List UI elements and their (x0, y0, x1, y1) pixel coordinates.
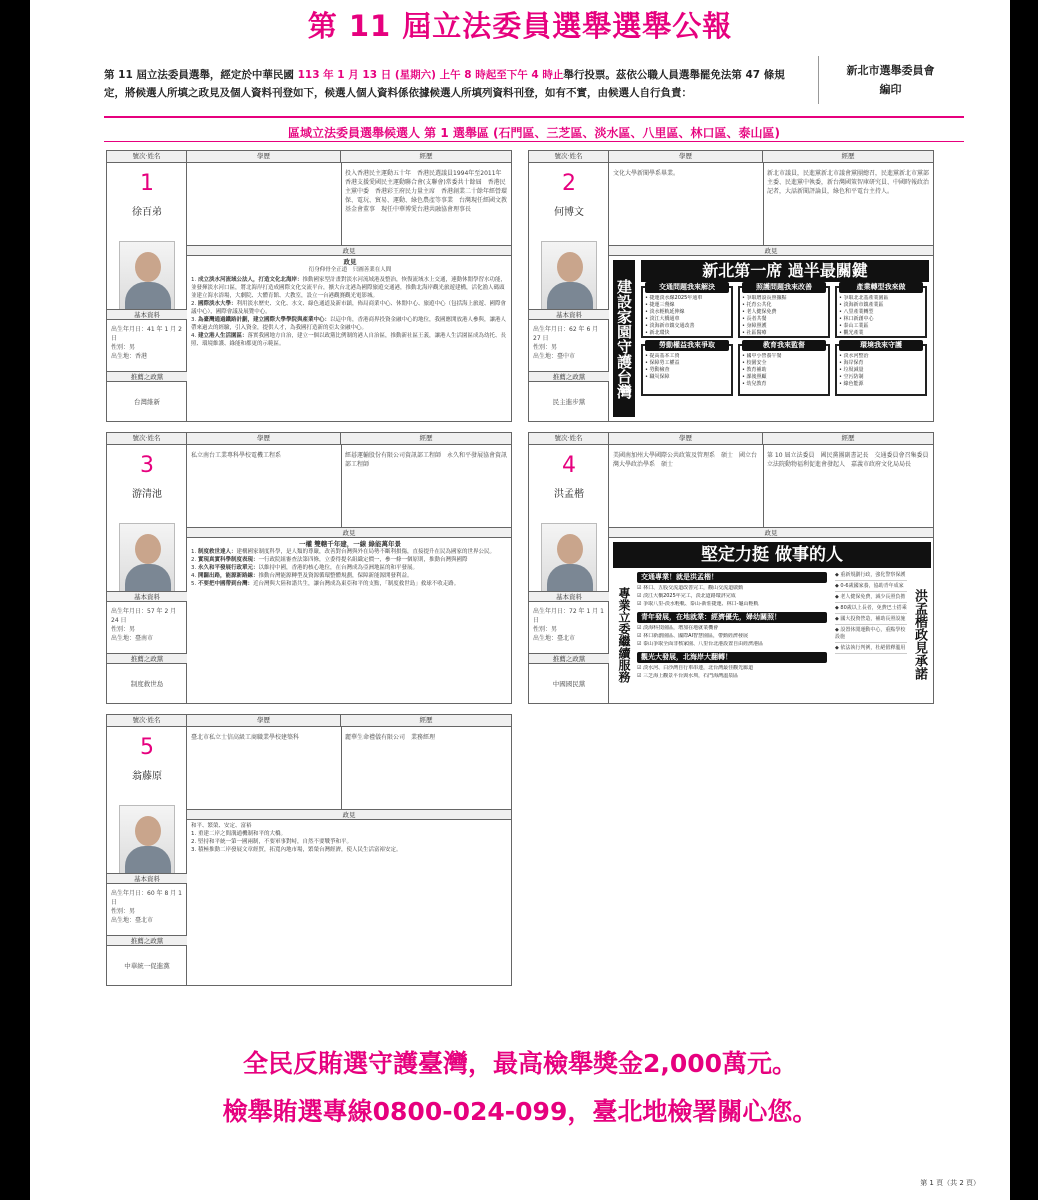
policy-line: 2. 堅持和平統一第一國兩制，不要軍事對峙，自然不要戰爭和平。 (191, 839, 352, 845)
policy-text (191, 822, 509, 983)
policy-item (191, 572, 509, 580)
header-education: 學歷 (609, 433, 763, 445)
candidate-name: 徐百弟 (132, 207, 162, 218)
experience-text: 新北市議員，民進黨新北市議會黨團總召，民進黨新北市黨部主委、民進黨中執委，新台灣國策智庫研究員、中國時報政治記者，大話新聞評論員，綠色和平電台主持人。 (767, 170, 930, 195)
basic-info-line: 出生年月日：72 年 1 月 1 日 (533, 608, 604, 624)
policy-right-item: ◆ 80歲以上長者，免費巴士搭乘 (835, 605, 907, 614)
label-basic-info: 基本資料 (107, 309, 187, 320)
header-education: 學歷 (609, 151, 763, 163)
policy-box-item: • 勞動檢查 (645, 367, 670, 373)
basic-info-line: 出生年月日：57 年 2 月 24 日 (111, 608, 177, 624)
policy-item-head: 建立港人生活園區： (198, 333, 248, 339)
policy-item (191, 332, 509, 348)
policy-line: 3. 積極推動二岸發展文章經貿，拓寬內地市場，繁榮台灣經濟，使人民生活富裕安定。 (191, 847, 402, 853)
policy-box-item: • 淡海新市鎮產業區 (839, 302, 884, 308)
policy-box-item: • 長者共餐 (742, 316, 767, 322)
column-divider (763, 445, 764, 527)
policy-box-item: • 教育補助 (742, 367, 767, 373)
policy-side-slogan: 建設家園守護台灣 (613, 260, 635, 417)
policy-box-item: • 課後照顧 (742, 374, 767, 380)
policy-text (191, 258, 509, 419)
basic-info-line: 出生地：臺中市 (533, 353, 576, 360)
policy-group-title: 青年發展，在地就業：經濟優先，婦幼關照！ (637, 612, 827, 623)
candidate-card (528, 150, 934, 422)
party-name: 民主進步黨 (552, 398, 586, 406)
policy-box-item: • 泰山工業區 (839, 323, 869, 329)
policy-box-list (839, 353, 923, 393)
candidate-number: 1 (140, 171, 154, 196)
policy-group-item: ☑ 淡江大橋2025年完工，淡北道路環評完成 (637, 593, 736, 599)
policy-box-item: • 淡海新市鎮交通改善 (645, 323, 695, 329)
photo-body (125, 846, 171, 875)
policy-item (191, 276, 509, 300)
header-education: 學歷 (187, 433, 341, 445)
policy-line: 1. 重建二岸之間溝通機制和平的大橋。 (191, 831, 286, 837)
policy-item-head: 不要把中國帶到台灣： (198, 581, 254, 587)
label-basic-info: 基本資料 (529, 591, 609, 602)
issuer-name: 新北市選舉委員會 (846, 64, 935, 77)
basic-info-line: 出生地：臺南市 (111, 635, 154, 642)
policy-group-item: ☑ 林口新創園區、國際AI智慧園區，帶動經濟發展 (637, 633, 748, 639)
basic-info-line: 性別：男 (111, 908, 136, 915)
policy-banner: 堅定力挺 做事的人 (613, 542, 931, 568)
policy-item-head: 永久和平發展行政單元： (198, 565, 259, 571)
policy-box-title: 環境我來守護 (839, 340, 923, 351)
policy-text (191, 540, 509, 701)
policy-box-list (645, 295, 729, 335)
header-experience: 經歷 (341, 151, 511, 163)
policy-box-item: • 職災保障 (645, 374, 670, 380)
education-text: 文化大學新聞學系畢業。 (613, 170, 680, 177)
basic-info (533, 325, 607, 361)
label-party: 推薦之政黨 (107, 935, 187, 946)
policy-box-list (742, 295, 826, 335)
policy-box-item: • 淡江大橋通車 (645, 316, 680, 322)
candidate-photo (541, 523, 597, 593)
policy-right-item: ◆ 0-6歲國家養，協助青年成家 (835, 583, 907, 592)
divider (104, 141, 964, 142)
policy-box-item: • 國中小營養午餐 (742, 353, 782, 359)
candidate-id-column (107, 163, 187, 421)
education-text: 美國南加州大學國際公共政策及管理系 碩士 國立台灣大學政治學系 碩士 (613, 452, 758, 468)
policy-item-text: 建構國家制度科學，是人類的尊嚴，改善對台灣與外在局勢不斷利損傷，直接提升在民為國家的世界公民。 (236, 549, 496, 555)
basic-info-line: 性別：男 (111, 344, 136, 351)
policy-group-title: 觀光大發展，北海岸大翻轉！ (637, 652, 827, 663)
header-experience: 經歷 (763, 151, 933, 163)
policy-title: 一權 雙轄千年建，一線 綠能萬年景 (298, 540, 402, 548)
photo-body (125, 564, 171, 593)
policy-box-item: • 綠色能源 (839, 381, 864, 387)
anti-bribery-line-2: 檢舉賄選專線0800-024-099，臺北地檢署關心您。 (222, 1097, 818, 1126)
label-party: 推薦之政黨 (529, 653, 609, 664)
policy-right-item: ◆ 重新規劃行政，強化警察保護 (835, 572, 907, 581)
policy-box-item: • 捷運三鶯線 (645, 302, 675, 308)
policy-item-index: 4. (191, 573, 198, 579)
candidate-card (106, 150, 512, 422)
column-divider (763, 163, 764, 245)
policy-subtitle: 衍身仰骨全正道 只圖善業在人間 (308, 267, 392, 273)
policy-item-head: 開闢出路，能源新路線： (198, 573, 259, 579)
header-experience: 經歷 (341, 715, 511, 727)
photo-body (547, 564, 593, 593)
photo-head (557, 534, 583, 564)
policy-box-list (839, 295, 923, 335)
policy-box-item: • 爭取增設長照據點 (742, 295, 787, 301)
header-num-name: 號次·姓名 (529, 151, 609, 163)
candidate-name: 洪孟楷 (554, 489, 584, 500)
policy-banner: 新北第一席 過半最關鍵 (641, 260, 929, 282)
header-policy: 政見 (187, 809, 511, 820)
policy-box-title: 勞動權益我來爭取 (645, 340, 729, 351)
basic-info-line: 出生地：臺北市 (533, 635, 576, 642)
intro-date: 113 年 1 月 13 日 (星期六) 上午 8 時起至下午 4 時止 (297, 69, 564, 81)
policy-title: 政見 (343, 258, 357, 266)
policy-item-text: 近台灣與大陸和諧共生，讓台灣成為東亞和平的支點，「制度救世島」救球不收走路。 (253, 581, 460, 587)
divider (104, 116, 964, 118)
candidate-photo (541, 241, 597, 311)
photo-head (135, 534, 161, 564)
policy-item-index: 4. (191, 333, 198, 339)
policy-box-item: • 捷運淡水線2025年通車 (645, 295, 703, 301)
policy-right-item: ◆ 國大投資營造，補助長照設施 (835, 616, 907, 625)
policy-right-item: ◆ 老人健保免費，減少長照負擔 (835, 594, 907, 603)
page-number: 第 1 頁（共 2 頁） (920, 1179, 980, 1187)
photo-head (135, 252, 161, 282)
policy-box-item: • 保障勞工權益 (645, 360, 680, 366)
policy-item-index: 3. (191, 565, 198, 571)
policy-right-list (835, 572, 907, 697)
policy-right-slogan: 洪孟楷政見承諾 (912, 589, 927, 680)
party-name: 制度救世島 (130, 680, 164, 688)
header-policy: 政見 (187, 245, 511, 256)
policy-item-text: 推動國家型計畫對淡水河流域港及整治，恢復流域水上交通，連動休閒學習水功能，並發揮淡水河口區，將北海岸打造成國際文化交流平台，擴大台北港為國際旅遊交通港，推動北海岸觀光旅遊建構，活化漁人碼頭並建立海水浴場，大劇院、大體育館、大教室，設立一台港觀賽觀光電影城。 (191, 277, 507, 299)
policy-item-index: 3. (191, 317, 198, 323)
basic-info (111, 889, 185, 925)
candidate-number: 5 (140, 735, 154, 760)
candidate-id-column (529, 163, 609, 421)
basic-info-line: 出生年月日：60 年 8 月 1 日 (111, 890, 182, 906)
basic-info-line: 性別：男 (533, 344, 558, 351)
candidate-photo (119, 241, 175, 311)
policy-item-text: 利用淡水歷史、文化、水文、綠色通道及新市鎮，佈局商業中心、休閒中心、旅遊中心（包括海上旅遊、國際會議中心），國際會議及展覽中心。 (191, 301, 507, 315)
party-name: 中華統一促進黨 (124, 962, 170, 970)
policy-box-item: • 托育公共化 (742, 302, 772, 308)
photo-head (135, 816, 161, 846)
policy-item-text: 推動台灣能源轉型及資源循環整體規劃，保障新能源開發利益。 (258, 573, 413, 579)
basic-info-line: 性別：男 (111, 626, 136, 633)
policy-right-item: ◆ 依法執行判例，杜絕假釋濫用 (835, 645, 907, 654)
experience-text: 第 10 屆立法委員 國民黨團副書記長 交通委員會召集委員 立法院動物福利促進會發起人 嘉義市政府文化局局長 (767, 452, 935, 468)
policy-item (191, 580, 509, 588)
label-party: 推薦之政黨 (107, 371, 187, 382)
intro-post: 舉行投票。茲依公職人員選舉罷免法第 47 條規定，將候選人所填之政見及個人資料刊登如下，候選人個人資料係依據候選人所填列資料刊登，如有不實，由候選人自行負責： (104, 69, 785, 99)
party-name: 中國國民黨 (552, 680, 586, 688)
policy-box-item: • 身障照護 (742, 323, 767, 329)
photo-head (557, 252, 583, 282)
policy-group-item: ☑ 林口、五股交流道改善完工，觀山交流道啟動 (637, 585, 744, 591)
candidate-name: 何博文 (554, 207, 584, 218)
page-title: 第 11 屆立法委員選舉選舉公報 (307, 9, 733, 43)
policy-box-item: • 淡水河整治 (839, 353, 869, 359)
policy-box-title: 照護問題我來改善 (742, 282, 826, 293)
policy-item-head: 制度救世達人： (198, 549, 237, 555)
bulletin-page (30, 0, 1010, 1200)
policy-item-index: 2. (191, 557, 198, 563)
policy-item (191, 316, 509, 332)
experience-text: 投入香港民主運動五十年 香港民選議員1994年至2011年 香港支援愛國民主運動聯合會(支聯會)常委共十餘屆 香港民主黨中委 香港彩王府民力量主席 香港創業二十餘年經營環保、電玩、貿易、運動、綠色農產等事業 台灣現任經國文教基金會董事 現任中華博愛台港共融協會理事長 (345, 170, 508, 213)
policy-group-item: ☑ 爭取八里-淡水輕軌、泰山-新莊捷運、林口-龜山輕軌 (637, 601, 759, 607)
label-basic-info: 基本資料 (107, 591, 187, 602)
policy-item-index: 2. (191, 301, 198, 307)
issuer-role: 編印 (879, 83, 902, 96)
header-policy: 政見 (187, 527, 511, 538)
policy-item-index: 1. (191, 277, 198, 283)
policy-box-item: • 校園安全 (742, 360, 767, 366)
candidate-id-column (107, 445, 187, 703)
column-divider (341, 727, 342, 809)
policy-item-index: 5. (191, 581, 198, 587)
policy-item-text: 以這中角，香港商界投資金融中心的地位，我國應開放港人參與，讓港人帶來過去的經驗，引入資金，提供人才，為我國打造新的亞太金融中心。 (191, 317, 507, 331)
header-num-name: 號次·姓名 (529, 433, 609, 445)
policy-side-slogan: 專業立委繼續服務 (617, 586, 631, 683)
policy-item-text: 一行政院組審查法第四條，立委得提名組織定價一，參一條一個原則，推動台灣與國際 (258, 557, 468, 563)
policy-group-item: ☑ 淡海科技園區，增加在地就業機會 (637, 625, 719, 631)
candidate-id-column (529, 445, 609, 703)
label-basic-info: 基本資料 (107, 873, 187, 884)
policy-box-list (645, 353, 729, 393)
intro-pre: 第 11 屆立法委員選舉，經定於中華民國 (104, 69, 298, 81)
candidate-id-column (107, 727, 187, 985)
candidate-card (106, 432, 512, 704)
policy-line: 和平、繁榮、安定、富裕 (191, 823, 252, 829)
policy-group-item: ☑ 泰山爭取全面非核家園、八里台北港設置自由經濟港區 (637, 641, 764, 647)
policy-item (191, 556, 509, 564)
header-num-name: 號次·姓名 (107, 151, 187, 163)
policy-box-item: • 新北環快 (645, 330, 670, 335)
policy-box-item: • 海岸保育 (839, 360, 864, 366)
policy-box-title: 交通問題我來解決 (645, 282, 729, 293)
candidate-photo (119, 523, 175, 593)
column-divider (341, 163, 342, 245)
policy-box-item: • 空污防制 (839, 374, 864, 380)
policy-item (191, 564, 509, 572)
education-text: 私立南台工業專科學校電機工程系 (191, 452, 282, 459)
experience-text: 經碁運輸股份有限公司資訊部工程師 永久和平發展協會資訊部工程師 (345, 452, 508, 468)
candidate-name: 翁藤原 (132, 771, 162, 782)
column-divider (341, 445, 342, 527)
policy-box-item: • 爭取北北基產業園區 (839, 295, 889, 301)
policy-box-item: • 垃圾減量 (839, 367, 864, 373)
candidate-number: 2 (562, 171, 576, 196)
candidate-photo (119, 805, 175, 875)
candidate-name: 游清池 (132, 489, 162, 500)
basic-info-line: 出生地：臺北市 (111, 917, 154, 924)
basic-info (533, 607, 607, 643)
label-party: 推薦之政黨 (529, 371, 609, 382)
header-num-name: 號次·姓名 (107, 715, 187, 727)
policy-item-head: 成立淡水河流域公法人，打造文化北海岸： (198, 277, 303, 283)
policy-item-head: 國際淡水大學： (198, 301, 237, 307)
basic-info (111, 325, 185, 361)
header-experience: 經歷 (763, 433, 933, 445)
policy-item-index: 1. (191, 549, 198, 555)
experience-text: 麗華生命禮儀有限公司 業務經理 (345, 734, 436, 741)
anti-bribery-line-1: 全民反賄選守護臺灣，最高檢舉獎金2,000萬元。 (242, 1049, 798, 1078)
policy-item-text: 以維持中國，香港的核心地位，在台灣成為亞洲地區的和平發展。 (258, 565, 419, 571)
policy-box-item: • 淡水輕軌延伸線 (645, 309, 685, 315)
candidate-card (528, 432, 934, 704)
issuer-box (818, 56, 948, 104)
policy-right-item: ◆ 設置休閒運動中心，重點學校設施 (835, 627, 907, 643)
policy-item-head: 為臺灣通過鐵路計劃，建立國際大學學院與產業中心： (198, 317, 331, 323)
photo-body (125, 282, 171, 311)
policy-item (191, 548, 509, 556)
policy-box-item: • 林口新創中心 (839, 316, 874, 322)
basic-info (111, 607, 185, 643)
policy-box-list (742, 353, 826, 393)
policy-group-item: ☑ 三芝海上觀景平台與水圳，石門海灣溫泉區 (637, 673, 739, 679)
policy-group-item: ☑ 淡水河、白沙灣自行車串連，北台灣最佳觀光廊道 (637, 665, 754, 671)
basic-info-line: 出生年月日：41 年 1 月 2 日 (111, 326, 182, 342)
header-num-name: 號次·姓名 (107, 433, 187, 445)
header-policy: 政見 (609, 527, 933, 538)
district-heading: 區域立法委員選舉候選人 第 1 選舉區 (石門區、三芝區、淡水區、八里區、林口區、泰山區) (287, 126, 781, 140)
party-name: 台灣維新 (134, 398, 160, 406)
header-policy: 政見 (609, 245, 933, 256)
policy-item (191, 300, 509, 316)
basic-info-line: 出生地：香港 (111, 353, 148, 360)
label-party: 推薦之政黨 (107, 653, 187, 664)
policy-item-head: 實現真實科學制度表現： (198, 557, 259, 563)
header-experience: 經歷 (341, 433, 511, 445)
basic-info-line: 出生年月日：62 年 6 月 27 日 (533, 326, 599, 342)
policy-group-title: 交通專業！就是洪孟楷！ (637, 572, 827, 583)
policy-box-title: 教育我來監督 (742, 340, 826, 351)
header-education: 學歷 (187, 715, 341, 727)
policy-box-item: • 老人健保免費 (742, 309, 777, 315)
policy-box-title: 產業轉型我來做 (839, 282, 923, 293)
education-text: 臺北市私立士信高級工商職業學校建築科 (191, 734, 300, 741)
policy-item-text: 落實我國地方自治，建立一個以政黨比例制的港人自治區，推動新社區王義，讓港人生活園區成為幼托、長照、環境維護、綠能和都更的示範區。 (191, 333, 507, 347)
photo-body (547, 282, 593, 311)
candidate-card (106, 714, 512, 986)
header-education: 學歷 (187, 151, 341, 163)
intro-text (104, 66, 804, 102)
policy-box-item: • 提高基本工資 (645, 353, 680, 359)
policy-box-item: • 觀光產業 (839, 330, 864, 335)
policy-box-item: • 八里產業轉型 (839, 309, 874, 315)
label-basic-info: 基本資料 (529, 309, 609, 320)
policy-box-item: • 社區醫療 (742, 330, 767, 335)
candidate-number: 3 (140, 453, 154, 478)
policy-box-item: • 幼兒教育 (742, 381, 767, 387)
basic-info-line: 性別：男 (533, 626, 558, 633)
candidate-number: 4 (562, 453, 576, 478)
